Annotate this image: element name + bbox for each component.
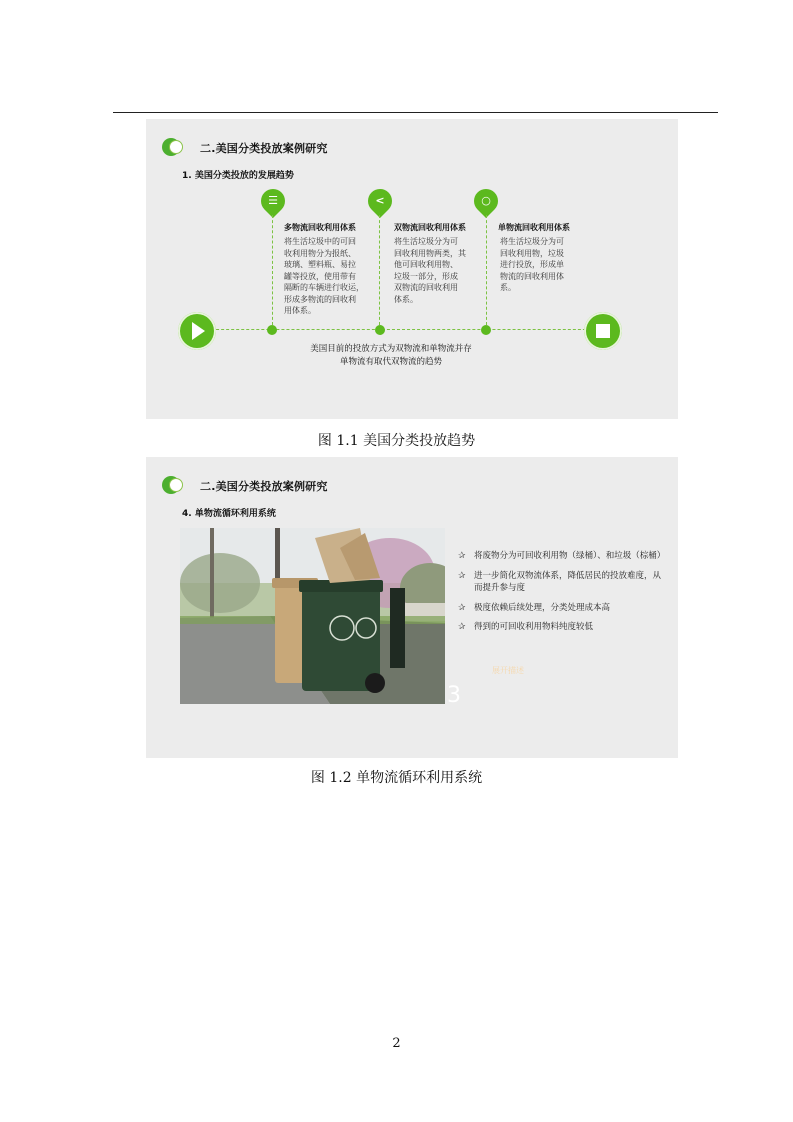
column-text: 将生活垃圾分为可 回收利用物两类，其 他可回收利用物、 垃圾一部分，形成 双物流的回收利用 体系。: [394, 237, 466, 304]
column-title: 单物流回收利用体系: [498, 223, 570, 232]
slide-number-watermark: 3: [447, 683, 461, 708]
list-item: ✰ 极度依赖后续处理，分类处理成本高: [458, 602, 611, 613]
slide-subtitle: 4. 单物流循环利用系统: [182, 509, 276, 519]
title-bullet-icon: [162, 138, 188, 156]
column-text: 将生活垃圾分为可 回收利用物，垃圾 进行投放，形成单 物流的回收利用体 系。: [500, 237, 564, 292]
page-number: 2: [392, 1036, 401, 1051]
play-icon: [178, 312, 216, 350]
figure-caption: 图 1.1 美国分类投放趋势: [317, 433, 476, 449]
star-bullet-icon: ✰: [458, 551, 466, 561]
header-rule: [113, 112, 718, 113]
slide-single-stream: [146, 457, 678, 758]
timeline-dot: [375, 325, 385, 335]
recycling-bins-photo: [180, 528, 445, 704]
list-item: ✰ 进一步简化双物流体系，降低居民的投放难度，从而提升参与度: [458, 570, 662, 593]
slide-development-trend: 二.美国分类投放案例研究 1. 美国分类投放的发展趋势 ☰ 多物流回收利用体系 将生活垃圾中的可回 收利用物分为报纸、 玻璃、塑料瓶、易拉 罐等投放，使用带有 隔断的车辆进行收运， 形成多物流的回收利 用体系。 < 双物流回收利用体系 将生活垃圾分为可 回收利用物两类，其 他可回收利用物、 垃圾一部分，形成 双物流的回收利用 体系。 ○ 单物流回收利用体系 将生活垃圾分为可 回收利用物，垃圾 进行投放，形成单 物流的回收利用体 系。 美国目前的投放方式为双物流和单物流并存 单物流有取代双物流的趋势: [146, 119, 678, 419]
timeline-dot: [481, 325, 491, 335]
column-title: 多物流回收利用体系: [284, 223, 356, 232]
slide-title: 二.美国分类投放案例研究: [200, 142, 328, 155]
stop-icon: [584, 312, 622, 350]
faint-label: 展开描述: [492, 666, 524, 675]
timeline-dot: [267, 325, 277, 335]
figure-caption: 图 1.2 单物流循环利用系统: [310, 770, 483, 786]
slide-title: 二.美国分类投放案例研究: [200, 480, 328, 493]
star-bullet-icon: ✰: [458, 602, 466, 613]
star-bullet-icon: ✰: [458, 570, 466, 581]
list-item: ✰ 得到的可回收利用物料纯度较低: [458, 622, 594, 632]
list-item: ✰ 将废物分为可回收利用物（绿桶）、和垃圾（棕桶）: [458, 551, 666, 561]
summary-note: 美国目前的投放方式为双物流和单物流并存 单物流有取代双物流的趋势: [310, 344, 472, 367]
star-bullet-icon: ✰: [458, 622, 466, 632]
timeline-line: [196, 329, 606, 330]
bullet-list: [456, 550, 666, 641]
column-title: 双物流回收利用体系: [394, 223, 466, 232]
column-text: 将生活垃圾中的可回 收利用物分为报纸、 玻璃、塑料瓶、易拉 罐等投放，使用带有 隔断的车辆进行收运， 形成多物流的回收利 用体系。: [284, 237, 364, 315]
title-bullet-icon: [162, 476, 188, 494]
slide-subtitle: 1. 美国分类投放的发展趋势: [182, 171, 294, 181]
